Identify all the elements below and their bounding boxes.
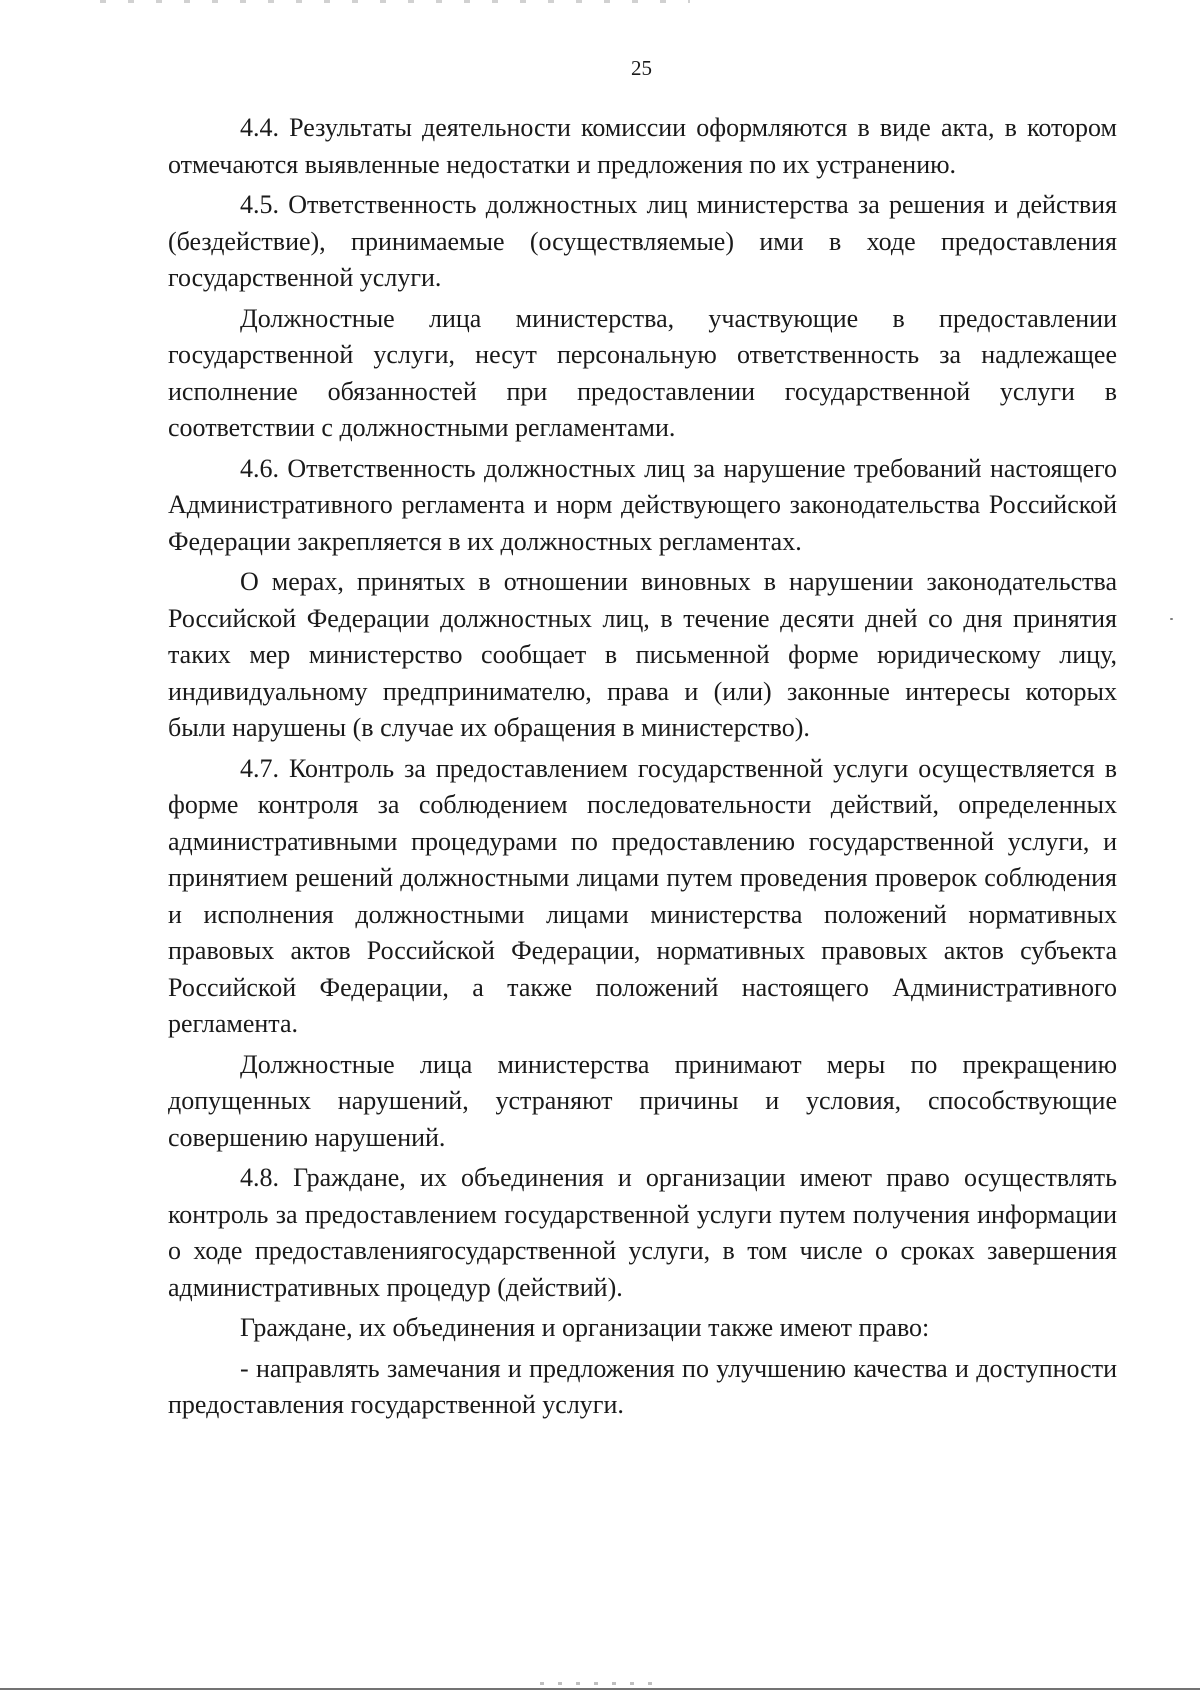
scan-artifact-speck xyxy=(1170,618,1173,620)
paragraph-measures-taken: О мерах, принятых в отношении виновных в нарушении законодательства Российской Федерации должностных лиц, в течение десяти дней со дня принятия таких мер министерство сообщает в письменной форме юридическому лицу, индивидуальному предпринимателю, права и (или) законные интересы которых были нарушены (в случае их обращения в министерство). xyxy=(168,567,1117,742)
scan-artifact-bottom-edge xyxy=(0,1688,1200,1690)
paragraph-4-8: 4.8. Граждане, их объединения и организации имеют право осуществлять контроль за предоставлением государственной услуги путем получения информации о ходе предоставлениягосударственной услуги, в том числе о сроках завершения административных процедур (действий). xyxy=(168,1163,1117,1302)
paragraph-4-7: 4.7. Контроль за предоставлением государственной услуги осуществляется в форме контроля за соблюдением последовательности действий, определенных административными процедурами по предоставлению государственной услуги, и принятием решений должностными лицами путем проведения проверок соблюдения и исполнения должностными лицами министерства положений нормативных правовых актов Российской Федерации, нормативных правовых актов субъекта Российской Федерации, а также положений настоящего Административного регламента. xyxy=(168,753,1117,1038)
paragraph-list-item-remarks: - направлять замечания и предложения по улучшению качества и доступности предоставления государственной услуги. xyxy=(168,1353,1117,1419)
scan-artifact-bottom-mark xyxy=(540,1682,660,1685)
paragraph-4-5: 4.5. Ответственность должностных лиц министерства за решения и действия (бездействие), принимаемые (осуществляемые) ими в ходе предоставления государственной услуги. xyxy=(168,190,1117,292)
paragraph-4-6: 4.6. Ответственность должностных лиц за нарушение требований настоящего Административного регламента и норм действующего законодательства Российской Федерации закрепляется в их должностных регламентах. xyxy=(168,453,1117,556)
paragraph-violations-stopping: Должностные лица министерства принимают меры по прекращению допущенных нарушений, устраняют причины и условия, способствующие совершению нарушений. xyxy=(168,1049,1117,1152)
paragraph-4-4: 4.4. Результаты деятельности комиссии оформляются в виде акта, в котором отмечаются выявленные недостатки и предложения по их устранению. xyxy=(168,113,1117,179)
paragraph-citizens-rights: Граждане, их объединения и организации также имеют право: xyxy=(240,1313,930,1342)
page-number: 25 xyxy=(631,56,652,80)
scan-artifact-top xyxy=(100,0,690,3)
document-body xyxy=(168,110,1117,1424)
paragraph-officials-responsibility: Должностные лица министерства, участвующие в предоставлении государственной услуги, несут персональную ответственность за надлежащее исполнение обязанностей при предоставлении государственной услуги в соответствии с должностными регламентами. xyxy=(168,303,1117,442)
